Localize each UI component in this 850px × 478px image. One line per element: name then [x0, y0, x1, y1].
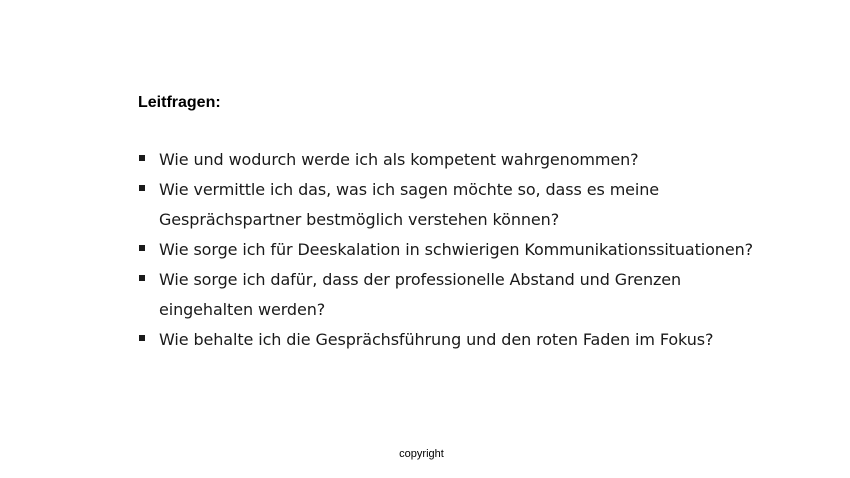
list-item [138, 145, 778, 175]
question-text: Wie und wodurch werde ich als kompetent wahrgenommen? [159, 150, 639, 169]
copyright-footer: copyright [399, 448, 444, 460]
square-bullet-icon [139, 335, 145, 341]
square-bullet-icon [139, 155, 145, 161]
square-bullet-icon [139, 185, 145, 191]
question-list [138, 145, 778, 355]
question-text: Wie vermittle ich das, was ich sagen möchte so, dass es meine Gesprächspartner bestmöglich verstehen können? [159, 180, 660, 229]
square-bullet-icon [139, 275, 145, 281]
list-item [138, 235, 778, 265]
slide-heading: Leitfragen: [138, 94, 221, 111]
list-item [138, 265, 778, 325]
question-text: Wie behalte ich die Gesprächsführung und den roten Faden im Fokus? [159, 330, 714, 349]
list-item [138, 175, 778, 235]
question-text: Wie sorge ich dafür, dass der professionelle Abstand und Grenzen eingehalten werden? [159, 270, 682, 319]
square-bullet-icon [139, 245, 145, 251]
list-item [138, 325, 778, 355]
question-text: Wie sorge ich für Deeskalation in schwierigen Kommunikationssituationen? [159, 240, 754, 259]
